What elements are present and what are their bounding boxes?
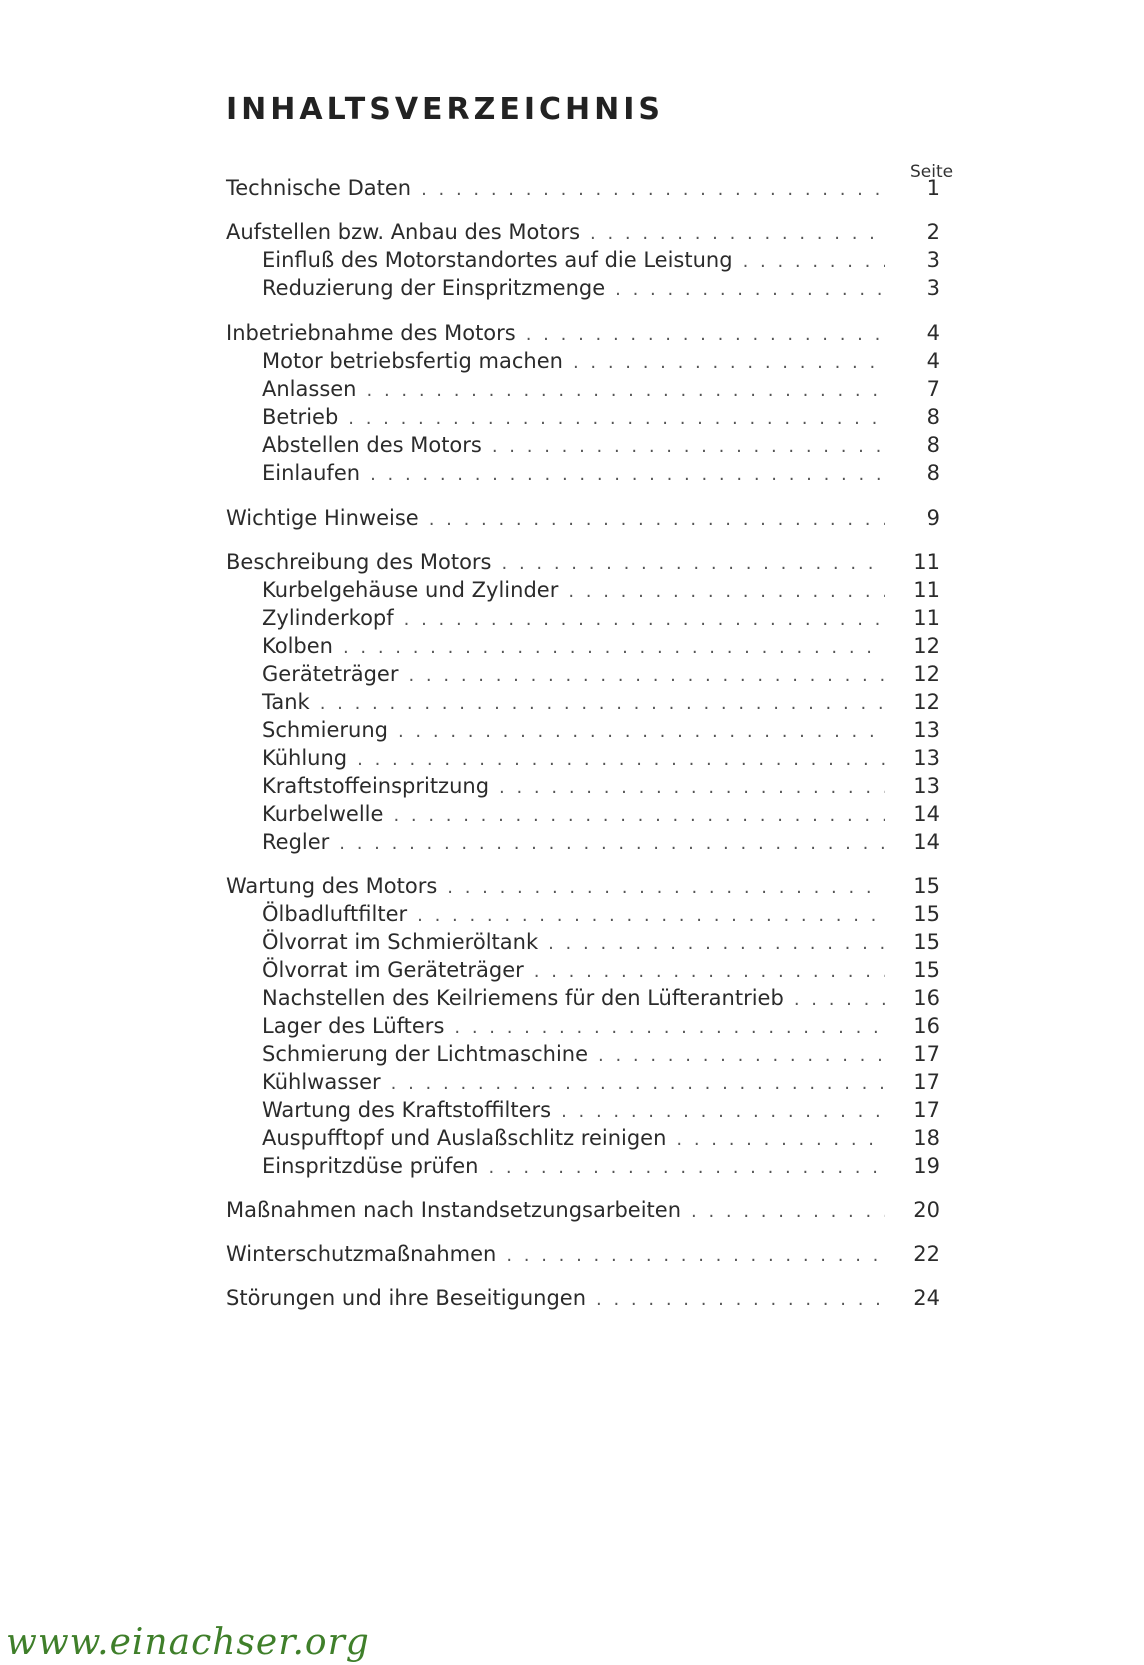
toc-entry-label: Kolben xyxy=(262,634,333,658)
toc-entry-label: Nachstellen des Keilriemens für den Lüfterantrieb xyxy=(262,986,784,1010)
toc-entry-page-number: 13 xyxy=(913,718,940,742)
toc-entry-page-number: 18 xyxy=(913,1126,940,1150)
dot-leader xyxy=(488,1157,885,1178)
website-watermark: www.einachser.org xyxy=(6,1622,370,1663)
toc-entry-label: Zylinderkopf xyxy=(262,606,394,630)
toc-entry-page-number: 9 xyxy=(926,506,940,530)
toc-entry-page-number: 16 xyxy=(913,1014,940,1038)
toc-entry xyxy=(262,1042,885,1070)
dot-leader xyxy=(743,251,885,272)
toc-entry xyxy=(262,1154,885,1182)
dot-leader xyxy=(492,436,885,457)
dot-leader xyxy=(393,805,885,826)
toc-entry-label: Kühlwasser xyxy=(262,1070,381,1094)
toc-entry-label: Einspritzdüse prüfen xyxy=(262,1154,479,1178)
dot-leader xyxy=(548,933,885,954)
toc-entry-label: Winterschutzmaßnahmen xyxy=(226,1242,497,1266)
page-column-header: Seite xyxy=(910,162,954,182)
toc-entry-page-number: 15 xyxy=(913,930,940,954)
toc-entry-label: Wichtige Hinweise xyxy=(226,506,419,530)
toc-entry-label: Ölbadluftfilter xyxy=(262,902,408,926)
toc-entry-page-number: 24 xyxy=(913,1286,940,1310)
toc-entry-page-number: 15 xyxy=(913,958,940,982)
dot-leader xyxy=(348,408,885,429)
toc-entry xyxy=(262,349,885,377)
dot-leader xyxy=(506,1245,885,1266)
toc-entry xyxy=(226,1242,885,1270)
page-title: INHALTSVERZEICHNIS xyxy=(226,92,665,127)
dot-leader xyxy=(408,665,885,686)
toc-entry-page-number: 15 xyxy=(913,902,940,926)
toc-entry xyxy=(262,433,885,461)
toc-entry-page-number: 4 xyxy=(926,321,940,345)
toc-entry-label: Störungen und ihre Beseitigungen xyxy=(226,1286,587,1310)
toc-entry-page-number: 17 xyxy=(913,1098,940,1122)
toc-entry-label: Reduzierung der Einspritzmenge xyxy=(262,276,606,300)
toc-entry-page-number: 8 xyxy=(926,461,940,485)
toc-entry-page-number: 8 xyxy=(926,405,940,429)
toc-entry-page-number: 11 xyxy=(913,578,940,602)
toc-entry-page-number: 14 xyxy=(913,830,940,854)
dot-leader xyxy=(421,179,885,200)
dot-leader xyxy=(339,833,885,854)
toc-entry xyxy=(262,276,885,304)
toc-entry xyxy=(262,830,885,858)
toc-entry xyxy=(262,774,885,802)
toc-entry-page-number: 12 xyxy=(913,662,940,686)
dot-leader xyxy=(343,637,885,658)
toc-entry xyxy=(262,662,885,690)
toc-entry-label: Regler xyxy=(262,830,330,854)
toc-entry-label: Schmierung der Lichtmaschine xyxy=(262,1042,589,1066)
dot-leader xyxy=(590,223,885,244)
toc-entry-page-number: 20 xyxy=(913,1198,940,1222)
toc-entry-page-number: 1 xyxy=(926,176,940,200)
dot-leader xyxy=(568,581,885,602)
dot-leader xyxy=(596,1289,885,1310)
dot-leader xyxy=(429,509,885,530)
toc-entry-page-number: 17 xyxy=(913,1070,940,1094)
toc-entry xyxy=(226,550,885,578)
toc-entry-page-number: 19 xyxy=(913,1154,940,1178)
dot-leader xyxy=(499,777,885,798)
dot-leader xyxy=(573,352,885,373)
dot-leader xyxy=(320,693,885,714)
dot-leader xyxy=(370,464,885,485)
dot-leader xyxy=(398,721,885,742)
toc-entry xyxy=(262,986,885,1014)
toc-entry-page-number: 15 xyxy=(913,874,940,898)
toc-entry-page-number: 3 xyxy=(926,248,940,272)
toc-entry xyxy=(262,377,885,405)
toc-entry-page-number: 8 xyxy=(926,433,940,457)
toc-entry-label: Ölvorrat im Geräteträger xyxy=(262,958,524,982)
toc-entry xyxy=(262,461,885,489)
toc-entry-label: Wartung des Motors xyxy=(226,874,438,898)
toc-entry-page-number: 11 xyxy=(913,606,940,630)
toc-entry-page-number: 14 xyxy=(913,802,940,826)
toc-entry xyxy=(262,902,885,930)
toc-entry xyxy=(262,958,885,986)
toc-entry xyxy=(262,1070,885,1098)
dot-leader xyxy=(367,380,886,401)
toc-entry-label: Einlaufen xyxy=(262,461,361,485)
toc-entry-label: Einfluß des Motorstandortes auf die Leistung xyxy=(262,248,733,272)
toc-entry-label: Tank xyxy=(262,690,310,714)
toc-entry-page-number: 7 xyxy=(926,377,940,401)
toc-entry-page-number: 3 xyxy=(926,276,940,300)
toc-entry xyxy=(226,874,885,902)
toc-entry-label: Beschreibung des Motors xyxy=(226,550,492,574)
dot-leader xyxy=(391,1073,885,1094)
toc-entry-label: Ölvorrat im Schmieröltank xyxy=(262,930,539,954)
dot-leader xyxy=(534,961,885,982)
toc-entry xyxy=(226,321,885,349)
toc-entry xyxy=(262,746,885,774)
toc-entry-page-number: 16 xyxy=(913,986,940,1010)
toc-entry-label: Auspufftopf und Auslaßschlitz reinigen xyxy=(262,1126,667,1150)
dot-leader xyxy=(794,989,885,1010)
dot-leader xyxy=(404,609,885,630)
toc-entry-label: Kurbelwelle xyxy=(262,802,384,826)
dot-leader xyxy=(526,324,885,345)
toc-entry-label: Abstellen des Motors xyxy=(262,433,482,457)
toc-entry-page-number: 4 xyxy=(926,349,940,373)
toc-entry xyxy=(262,718,885,746)
toc-entry xyxy=(262,634,885,662)
toc-entry xyxy=(262,930,885,958)
toc-entry xyxy=(262,1014,885,1042)
toc-entry-page-number: 11 xyxy=(913,550,940,574)
toc-entry-label: Geräteträger xyxy=(262,662,399,686)
toc-entry xyxy=(262,405,885,433)
dot-leader xyxy=(454,1017,885,1038)
toc-entry-label: Kraftstoffeinspritzung xyxy=(262,774,490,798)
toc-entry-page-number: 17 xyxy=(913,1042,940,1066)
dot-leader xyxy=(676,1129,885,1150)
toc-entry-page-number: 13 xyxy=(913,774,940,798)
toc-entry-page-number: 12 xyxy=(913,634,940,658)
dot-leader xyxy=(691,1201,885,1222)
toc-entry xyxy=(226,1286,885,1314)
toc-entry-label: Kurbelgehäuse und Zylinder xyxy=(262,578,559,602)
toc-entry xyxy=(262,1098,885,1126)
toc-entry-page-number: 2 xyxy=(926,220,940,244)
toc-entry-label: Inbetriebnahme des Motors xyxy=(226,321,516,345)
toc-entry xyxy=(262,248,885,276)
dot-leader xyxy=(561,1101,885,1122)
toc-entry xyxy=(226,176,885,204)
toc-entry-label: Anlassen xyxy=(262,377,357,401)
toc-entry xyxy=(226,220,885,248)
toc-entry xyxy=(262,578,885,606)
toc-entry-label: Schmierung xyxy=(262,718,388,742)
dot-leader xyxy=(447,877,885,898)
dot-leader xyxy=(502,553,886,574)
toc-entry xyxy=(262,1126,885,1154)
toc-entry-label: Betrieb xyxy=(262,405,339,429)
toc-entry-page-number: 22 xyxy=(913,1242,940,1266)
toc-entry xyxy=(262,690,885,718)
toc-entry-label: Kühlung xyxy=(262,746,348,770)
toc-entry-page-number: 12 xyxy=(913,690,940,714)
dot-leader xyxy=(598,1045,885,1066)
toc-entry xyxy=(262,606,885,634)
dot-leader xyxy=(615,279,885,300)
dot-leader xyxy=(357,749,885,770)
toc-entry-label: Wartung des Kraftstoffilters xyxy=(262,1098,552,1122)
toc-entry xyxy=(226,506,885,534)
toc-entry xyxy=(226,1198,885,1226)
toc-entry-label: Aufstellen bzw. Anbau des Motors xyxy=(226,220,581,244)
dot-leader xyxy=(417,905,885,926)
toc-entry-label: Motor betriebsfertig machen xyxy=(262,349,563,373)
toc-entry-page-number: 13 xyxy=(913,746,940,770)
toc-entry xyxy=(262,802,885,830)
toc-entry-label: Maßnahmen nach Instandsetzungsarbeiten xyxy=(226,1198,682,1222)
toc-entry-label: Technische Daten xyxy=(226,176,412,200)
toc-entry-label: Lager des Lüfters xyxy=(262,1014,445,1038)
